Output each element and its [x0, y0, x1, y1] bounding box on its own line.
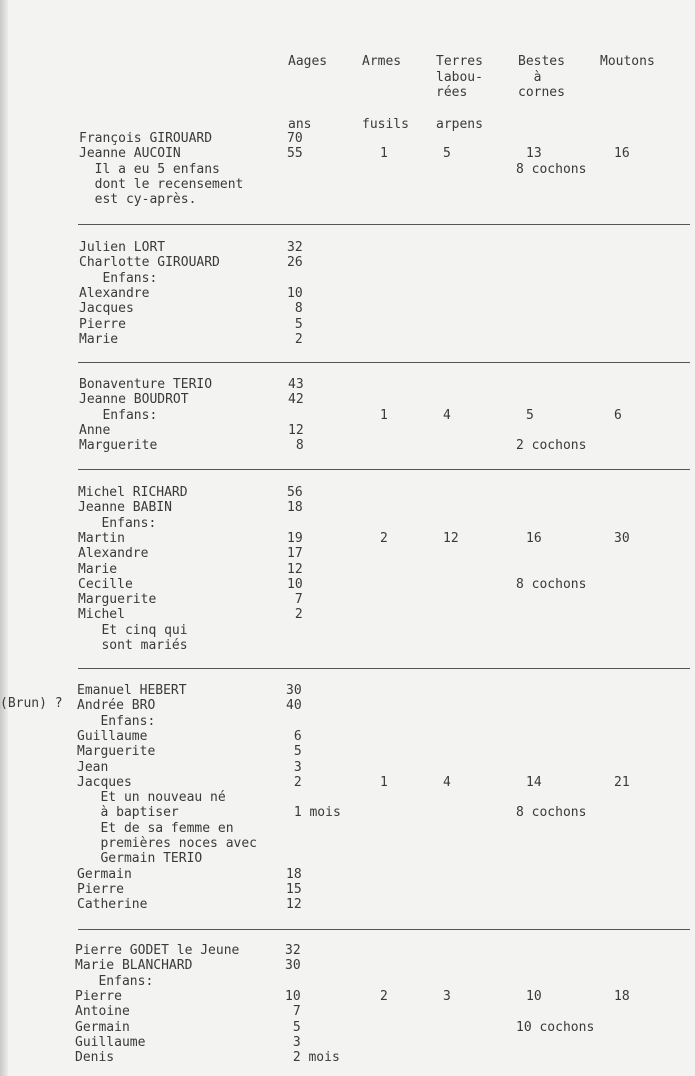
- person-age: 19: [287, 531, 303, 546]
- person-name: Pierre: [79, 317, 126, 332]
- person-name: Et un nouveau né: [77, 790, 226, 805]
- person-name: sont mariés: [78, 638, 188, 653]
- value-terres: 5: [443, 146, 451, 161]
- unit-arpens: arpens: [436, 117, 483, 132]
- header-aages: Aages: [288, 54, 328, 69]
- person-age: 2 mois: [285, 1050, 340, 1065]
- person-name: Marguerite: [77, 744, 156, 759]
- value-moutons: 6: [614, 408, 622, 423]
- person-age: 2: [287, 332, 303, 347]
- value-armes: 1: [380, 775, 388, 790]
- unit-ans: ans: [288, 117, 312, 132]
- value-moutons: 21: [614, 775, 630, 790]
- person-age: 3: [286, 760, 302, 775]
- household-separator: [78, 469, 690, 470]
- person-name: Et cinq qui: [78, 623, 188, 638]
- person-age: 5: [285, 1020, 301, 1035]
- person-age: 12: [288, 423, 304, 438]
- value-cochons: 10 cochons: [516, 1020, 595, 1035]
- person-age: 2: [287, 607, 303, 622]
- value-bestes: 13: [526, 146, 542, 161]
- person-age: 12: [287, 562, 303, 577]
- person-age: 7: [287, 592, 303, 607]
- person-name: Alexandre: [79, 286, 150, 301]
- person-name: Julien LORT: [79, 240, 166, 255]
- value-terres: 4: [443, 775, 451, 790]
- person-name: Guillaume: [75, 1035, 146, 1050]
- person-name: Germain: [75, 1020, 130, 1035]
- person-name: Enfans:: [79, 408, 158, 423]
- person-age: 30: [286, 683, 302, 698]
- person-age: 7: [285, 1004, 301, 1019]
- person-name: premières noces avec: [77, 836, 258, 851]
- person-name: Michel: [78, 607, 125, 622]
- household-separator: [78, 929, 690, 930]
- person-name: Marie: [79, 332, 119, 347]
- person-name: Guillaume: [77, 729, 148, 744]
- person-age: 15: [286, 882, 302, 897]
- value-cochons: 8 cochons: [516, 577, 587, 592]
- person-age: 40: [286, 698, 302, 713]
- value-moutons: 18: [614, 989, 630, 1004]
- person-name: Jacques: [77, 775, 132, 790]
- person-name: François GIROUARD: [79, 131, 213, 146]
- person-name: Germain: [77, 867, 132, 882]
- value-armes: 1: [380, 146, 388, 161]
- person-name: Pierre GODET le Jeune: [75, 943, 240, 958]
- person-age: 12: [286, 897, 302, 912]
- person-name: à baptiser: [77, 805, 179, 820]
- person-age: 10: [285, 989, 301, 1004]
- header-bestes: Bestes à cornes: [518, 54, 565, 100]
- person-name: Germain TERIO: [77, 851, 203, 866]
- person-name: Marguerite: [79, 438, 158, 453]
- margin-note: (Brun) ?: [0, 696, 63, 711]
- person-name: Michel RICHARD: [78, 485, 188, 500]
- person-age: 10: [287, 286, 303, 301]
- value-moutons: 16: [614, 146, 630, 161]
- person-name: Enfans:: [77, 714, 156, 729]
- household-separator: [78, 668, 690, 669]
- value-armes: 1: [380, 408, 388, 423]
- person-name: Jacques: [79, 301, 134, 316]
- person-name: Martin: [78, 531, 125, 546]
- value-cochons: 2 cochons: [516, 438, 587, 453]
- person-name: Marguerite: [78, 592, 157, 607]
- person-age: 5: [286, 744, 302, 759]
- person-age: 55: [287, 146, 303, 161]
- value-terres: 4: [443, 408, 451, 423]
- person-age: 2: [286, 775, 302, 790]
- person-name: Alexandre: [78, 546, 149, 561]
- value-bestes: 16: [526, 531, 542, 546]
- person-age: 18: [287, 500, 303, 515]
- person-name: Pierre: [77, 882, 124, 897]
- person-name: Enfans:: [79, 271, 158, 286]
- page-binding-edge: [0, 0, 8, 1076]
- person-age: 26: [287, 255, 303, 270]
- person-age: 30: [285, 958, 301, 973]
- person-age: 70: [287, 131, 303, 146]
- person-name: Emanuel HEBERT: [77, 683, 187, 698]
- person-age: 8: [288, 438, 304, 453]
- person-name: Catherine: [77, 897, 148, 912]
- person-age: 32: [285, 943, 301, 958]
- person-name: Jeanne AUCOIN: [79, 146, 181, 161]
- person-name: Andrée BRO: [77, 698, 156, 713]
- person-name: Enfans:: [75, 974, 154, 989]
- person-name: Denis: [75, 1050, 115, 1065]
- person-name: Il a eu 5 enfans: [79, 162, 220, 177]
- header-terres: Terres labou- rées: [436, 54, 483, 100]
- person-age: 18: [286, 867, 302, 882]
- person-age: 42: [288, 392, 304, 407]
- value-bestes: 14: [526, 775, 542, 790]
- person-name: Jeanne BOUDROT: [79, 392, 189, 407]
- header-armes: Armes: [362, 54, 402, 69]
- household-separator: [78, 224, 690, 225]
- value-moutons: 30: [614, 531, 630, 546]
- person-age: 1 mois: [286, 805, 341, 820]
- value-armes: 2: [380, 531, 388, 546]
- unit-fusils: fusils: [362, 117, 409, 132]
- person-age: 3: [285, 1035, 301, 1050]
- person-age: 56: [287, 485, 303, 500]
- person-name: Marie: [78, 562, 118, 577]
- person-age: 6: [286, 729, 302, 744]
- person-age: 43: [288, 377, 304, 392]
- person-name: Charlotte GIROUARD: [79, 255, 220, 270]
- person-name: Pierre: [75, 989, 122, 1004]
- value-terres: 3: [443, 989, 451, 1004]
- household-separator: [78, 362, 690, 363]
- value-cochons: 8 cochons: [516, 162, 587, 177]
- person-name: Et de sa femme en: [77, 821, 234, 836]
- person-name: est cy-après.: [79, 192, 197, 207]
- person-age: 5: [287, 317, 303, 332]
- value-terres: 12: [443, 531, 459, 546]
- person-name: Enfans:: [78, 516, 157, 531]
- person-age: 17: [287, 546, 303, 561]
- person-age: 8: [287, 301, 303, 316]
- person-name: Antoine: [75, 1004, 130, 1019]
- person-name: Cecille: [78, 577, 133, 592]
- value-cochons: 8 cochons: [516, 805, 587, 820]
- header-moutons: Moutons: [600, 54, 655, 69]
- person-name: Marie BLANCHARD: [75, 958, 193, 973]
- person-age: 10: [287, 577, 303, 592]
- person-name: dont le recensement: [79, 177, 244, 192]
- value-bestes: 10: [526, 989, 542, 1004]
- value-bestes: 5: [526, 408, 534, 423]
- value-armes: 2: [380, 989, 388, 1004]
- person-name: Anne: [79, 423, 111, 438]
- person-name: Jean: [77, 760, 109, 775]
- person-name: Bonaventure TERIO: [79, 377, 213, 392]
- person-age: 32: [287, 240, 303, 255]
- person-name: Jeanne BABIN: [78, 500, 172, 515]
